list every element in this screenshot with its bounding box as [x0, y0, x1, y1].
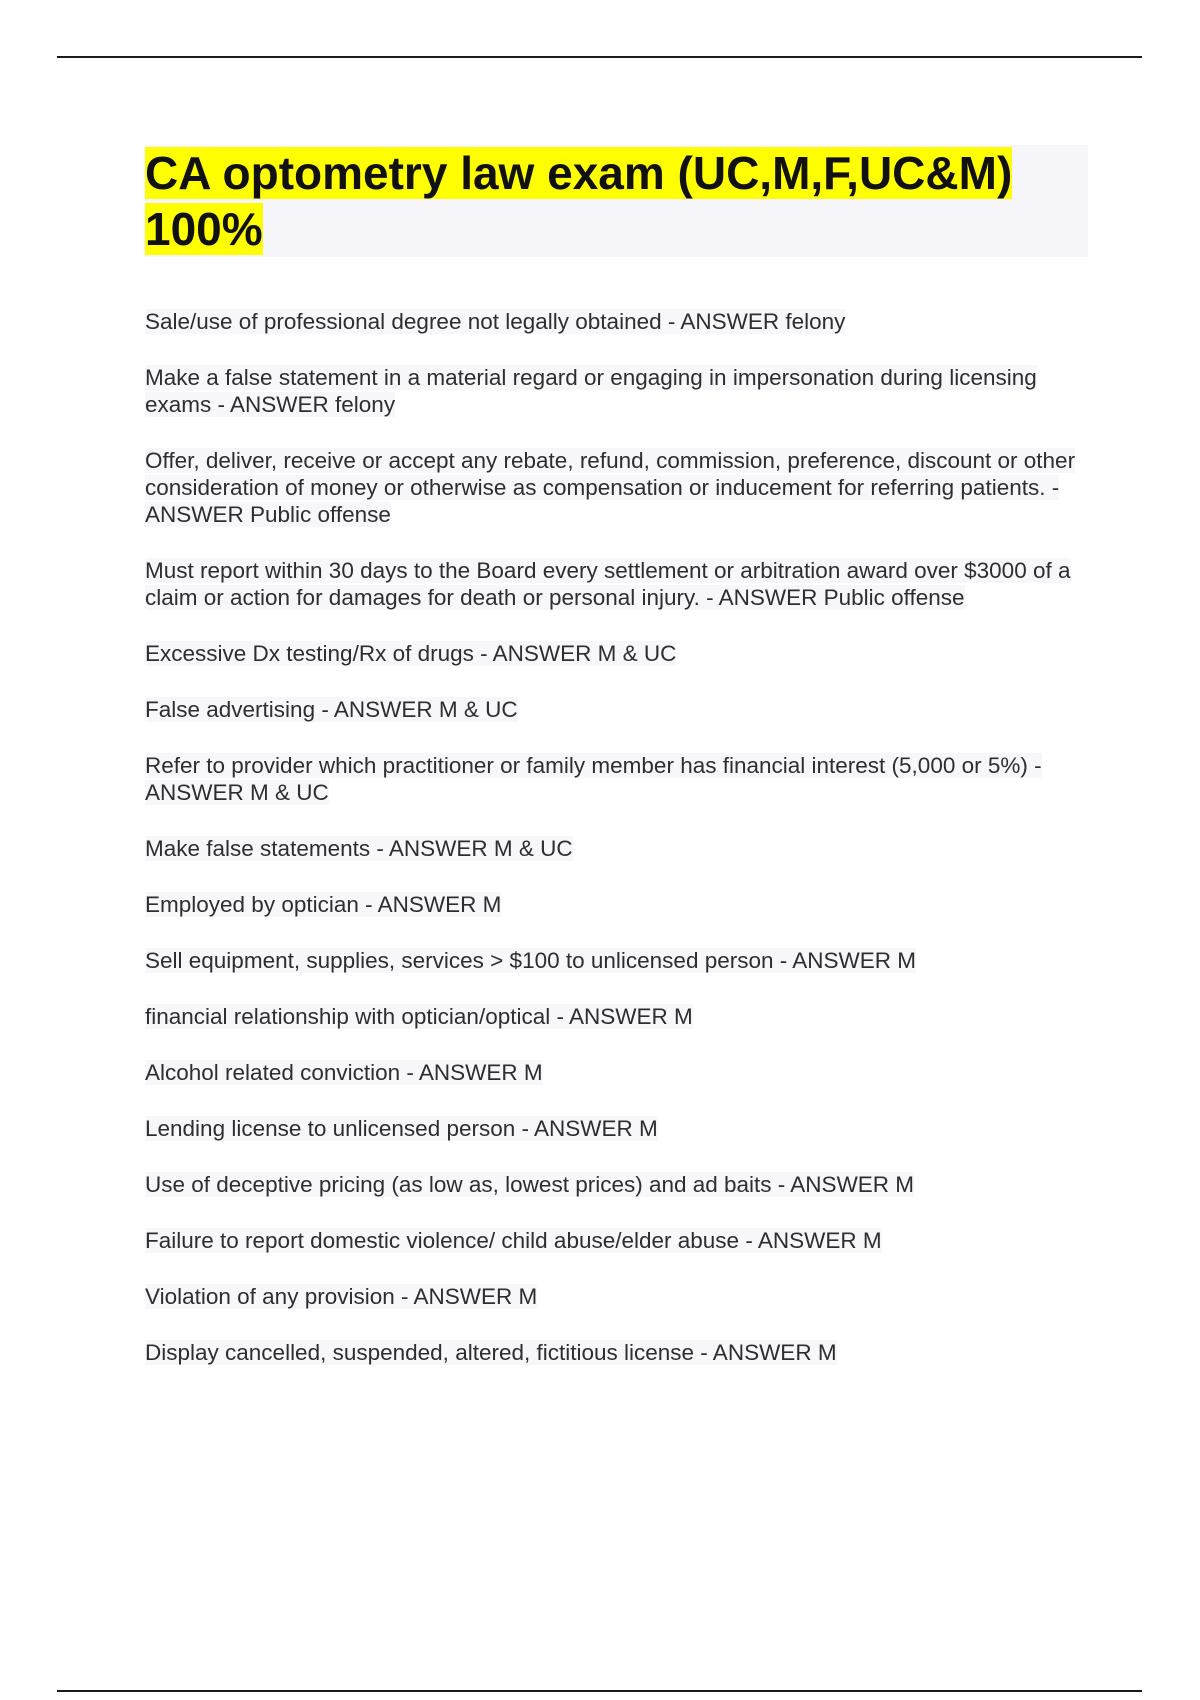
- qa-text: Use of deceptive pricing (as low as, lowest prices) and ad baits - ANSWER M: [145, 1172, 915, 1197]
- qa-text: Make a false statement in a material regard or engaging in impersonation during licensing exams - ANSWER felony: [145, 365, 1037, 417]
- list-item: [145, 1339, 1095, 1366]
- list-item: [145, 891, 1095, 918]
- list-item: [145, 447, 1095, 528]
- qa-text: Display cancelled, suspended, altered, fictitious license - ANSWER M: [145, 1340, 837, 1365]
- qa-text: Refer to provider which practitioner or family member has financial interest (5,000 or 5%) - ANSWER M & UC: [145, 753, 1042, 805]
- qa-text: Offer, deliver, receive or accept any rebate, refund, commission, preference, discount or other consideration of money or otherwise as compensation or inducement for referring patients. - ANSWER Public offense: [145, 448, 1076, 527]
- list-item: [145, 1003, 1095, 1030]
- qa-text: False advertising - ANSWER M & UC: [145, 697, 518, 722]
- list-item: [145, 1059, 1095, 1086]
- list-item: [145, 1227, 1095, 1254]
- list-item: [145, 1283, 1095, 1310]
- top-divider: [57, 56, 1142, 58]
- qa-text: Failure to report domestic violence/ child abuse/elder abuse - ANSWER M: [145, 1228, 882, 1253]
- list-item: [145, 835, 1095, 862]
- list-item: [145, 1115, 1095, 1142]
- bottom-divider: [57, 1690, 1142, 1692]
- list-item: [145, 557, 1095, 611]
- list-item: [145, 947, 1095, 974]
- list-item: [145, 308, 1095, 335]
- qa-text: Make false statements - ANSWER M & UC: [145, 836, 573, 861]
- qa-text: financial relationship with optician/optical - ANSWER M: [145, 1004, 693, 1029]
- title-block: [145, 145, 1088, 257]
- qa-list: [145, 308, 1095, 1395]
- list-item: [145, 752, 1095, 806]
- list-item: [145, 640, 1095, 667]
- qa-text: Employed by optician - ANSWER M: [145, 892, 502, 917]
- qa-text: Sell equipment, supplies, services > $100 to unlicensed person - ANSWER M: [145, 948, 917, 973]
- qa-text: Lending license to unlicensed person - ANSWER M: [145, 1116, 658, 1141]
- list-item: [145, 1171, 1095, 1198]
- qa-text: Excessive Dx testing/Rx of drugs - ANSWER M & UC: [145, 641, 677, 666]
- qa-text: Violation of any provision - ANSWER M: [145, 1284, 538, 1309]
- page-title: [145, 145, 1088, 257]
- qa-text: Must report within 30 days to the Board every settlement or arbitration award over $3000 of a claim or action for damages for death or personal injury. - ANSWER Public offense: [145, 558, 1071, 610]
- list-item: [145, 696, 1095, 723]
- list-item: [145, 364, 1095, 418]
- qa-text: Alcohol related conviction - ANSWER M: [145, 1060, 543, 1085]
- title-highlight: CA optometry law exam (UC,M,F,UC&M) 100%: [145, 147, 1013, 255]
- qa-text: Sale/use of professional degree not legally obtained - ANSWER felony: [145, 309, 846, 334]
